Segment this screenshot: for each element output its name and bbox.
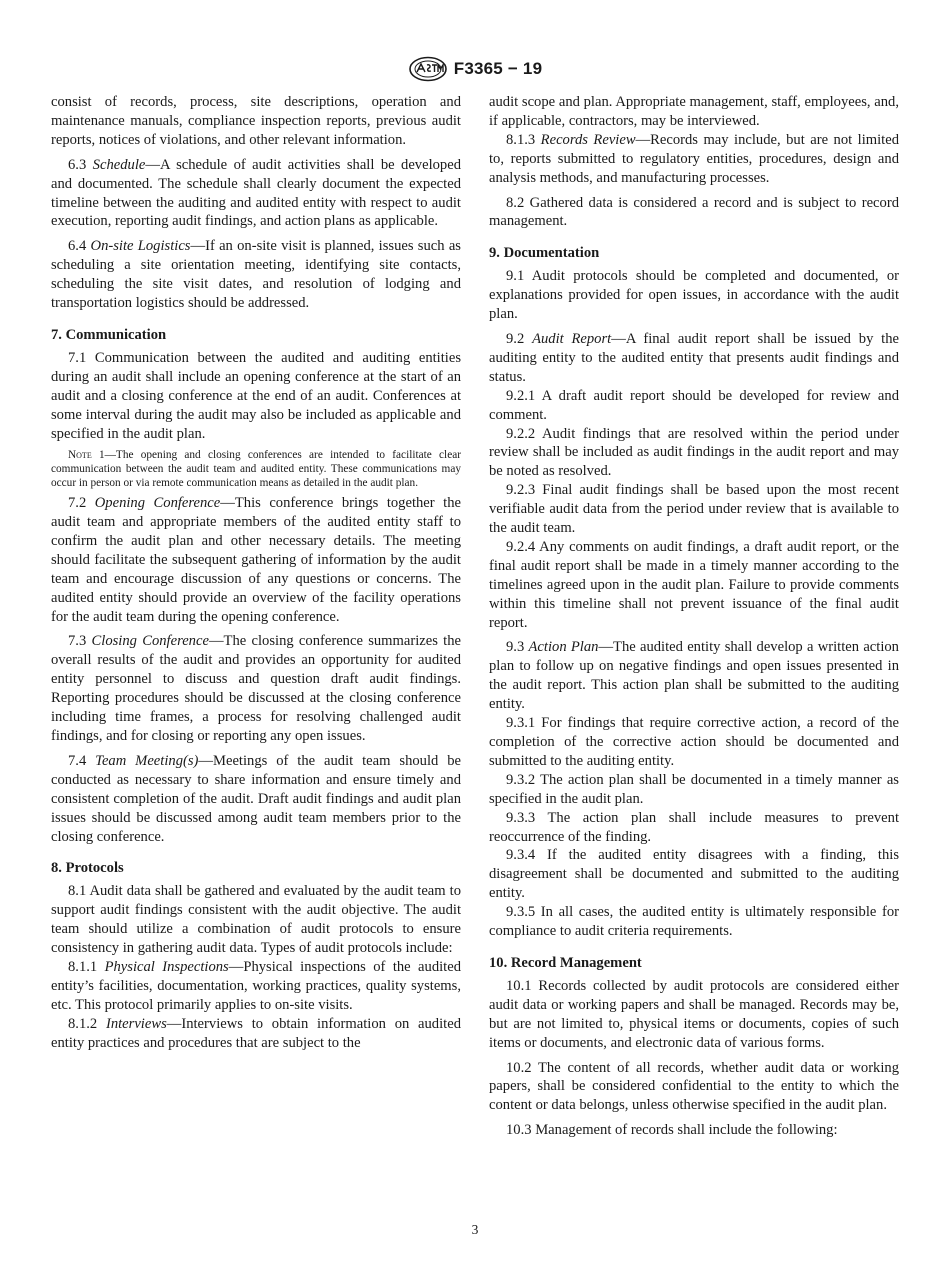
section-6-4: 6.4 On-site Logistics—If an on-site visit is planned, issues such as scheduling a site orientation meeting, identifying site contacts, scheduling the site visit dates, and resolution of lodging and transportation logistics should be addressed.: [51, 238, 461, 312]
section-9-3: 9.3 Action Plan—The audited entity shall develop a written action plan to follow up on negative findings and open issues presented in the audit report. This action plan shall be submitted to the auditing entity.: [489, 639, 899, 713]
note-1: Note 1—The opening and closing conferences are intended to facilitate clear communication between the audit team and audited entity. These communications may occur in person or via remote communication means as detailed in the audit plan.: [51, 449, 461, 490]
section-9-3-5: 9.3.5 In all cases, the audited entity is ultimately responsible for compliance to audit criteria requirements.: [489, 904, 899, 940]
section-8-2: 8.2 Gathered data is considered a record and is subject to record management.: [489, 194, 899, 230]
section-9-1: 9.1 Audit protocols should be completed and documented, or explanations provided for open issues, in accordance with the audit plan.: [489, 268, 899, 323]
page-header: [0, 56, 950, 82]
heading-documentation: 9. Documentation: [489, 245, 600, 262]
section-9-2-1: 9.2.1 A draft audit report should be developed for review and comment.: [489, 387, 899, 423]
section-10-2: 10.2 The content of all records, whether audit data or working papers, shall be considered confidential to the entity to which the content or data belongs, unless otherwise specified in the audit plan.: [489, 1059, 899, 1114]
section-7-4: 7.4 Team Meeting(s)—Meetings of the audit team should be conducted as necessary to share information and ensure timely and consistent completion of the audit. Draft audit findings and audit plan issues should be discussed among audit team members prior to the closing conference.: [51, 752, 461, 845]
heading-record-management: 10. Record Management: [489, 954, 642, 971]
left-column: [51, 93, 461, 1053]
continued-paragraph: audit scope and plan. Appropriate management, staff, employees, and, if applicable, contractors, may be interviewed.: [489, 94, 899, 129]
section-8-1-2: 8.1.2 Interviews—Interviews to obtain information on audited entity practices and procedures that are subject to the: [51, 1015, 461, 1051]
right-column: [489, 93, 899, 1140]
section-9-3-1: 9.3.1 For findings that require corrective action, a record of the completion of the corrective action should be documented and submitted to the auditing entity.: [489, 715, 899, 769]
section-10-1: 10.1 Records collected by audit protocols are considered either audit data or working papers and shall be managed. Records may be, but are not limited to, physical items or documents, copies of such items or documents, and electronic data of various forms.: [489, 977, 899, 1051]
section-9-3-2: 9.3.2 The action plan shall be documented in a timely manner as specified in the audit plan.: [489, 771, 899, 807]
section-7-1: 7.1 Communication between the audited and auditing entities during an audit shall include an opening conference at the start of an audit and a closing conference at the end of an audit. Conferences at some interval during the audit may also be included as applicable and specified in the audit plan.: [51, 349, 461, 442]
section-8-1-3: 8.1.3 Records Review—Records may include, but are not limited to, reports submitted to regulatory entities, procedures, design and analysis methods, and manufacturing processes.: [489, 131, 899, 186]
section-8-1-1: 8.1.1 Physical Inspections—Physical inspections of the audited entity’s facilities, documentation, working practices, quality systems, etc. This protocol primarily applies to on-site visits.: [51, 958, 462, 1013]
continued-paragraph: consist of records, process, site descriptions, operation and maintenance manuals, compliance inspection reports, previous audit reports, notices of violations, and other relevant information.: [51, 94, 461, 148]
section-9-2-2: 9.2.2 Audit findings that are resolved within the period under review shall be included as audit findings in the audit report and may be noted as resolved.: [489, 425, 899, 480]
section-8-1: 8.1 Audit data shall be gathered and evaluated by the audit team to support audit findings consistent with the audit objective. The audit team should utilize a combination of audit protocols to ensure consistency in gathering audit data. Types of audit protocols include:: [51, 883, 461, 957]
section-7-3: 7.3 Closing Conference—The closing conference summarizes the overall results of the audit and provides an opportunity for audited entity personnel to discuss and question draft audit findings. Reporting procedures should be discussed at the closing conference including time frames, a process for resolving challenged audit findings, and for closing or reporting any open issues.: [51, 633, 461, 744]
section-10-3: 10.3 Management of records shall include the following:: [506, 1122, 838, 1139]
document-designation: F3365 − 19: [453, 59, 543, 78]
section-9-2: 9.2 Audit Report—A final audit report shall be issued by the auditing entity to the audited entity that presents audit findings and status.: [489, 330, 899, 385]
section-9-3-4: 9.3.4 If the audited entity disagrees with a finding, this disagreement shall be documented and submitted to the auditing entity.: [489, 847, 899, 902]
heading-communication: 7. Communication: [51, 326, 167, 343]
section-7-2: 7.2 Opening Conference—This conference brings together the audit team and appropriate members of the audited entity staff to confirm the audit plan and other necessary details. The meeting should facilitate the subsequent gathering of information by the audit team and encourage discussion of any questions or concerns. The audited entity should provide an overview of the facility operations for the audit team during the opening conference.: [51, 495, 461, 625]
astm-logo-icon: [408, 56, 448, 82]
section-6-3: 6.3 Schedule—A schedule of audit activities shall be developed and documented. The schedule shall clearly document the expected timeline between the auditing and audited entity with respect to audit execution, reporting audit findings, and action plans as applicable.: [51, 156, 461, 230]
heading-protocols: 8. Protocols: [51, 860, 124, 877]
section-9-2-4: 9.2.4 Any comments on audit findings, a draft audit report, or the final audit report shall be made in a timely manner according to the timelines agreed upon in the audit plan. Failure to provide comments within this timeline shall not prevent issuance of the final audit report.: [489, 538, 899, 631]
page-number: 3: [471, 1222, 479, 1237]
section-9-3-3: 9.3.3 The action plan shall include measures to prevent reoccurrence of the finding.: [489, 809, 899, 845]
section-9-2-3: 9.2.3 Final audit findings shall be based upon the most recent verifiable audit data from the period under review that is available to the audit team.: [489, 482, 899, 537]
